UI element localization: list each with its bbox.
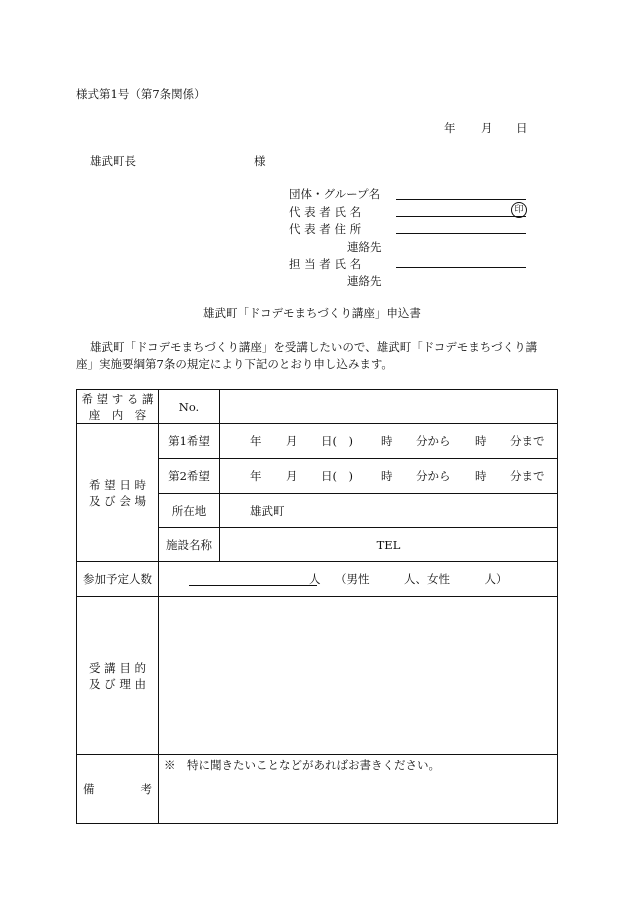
attendees-label-cell <box>77 562 159 597</box>
course-no-cell <box>159 390 220 424</box>
pref2-year: 年 <box>250 469 262 483</box>
remarks-label: 備 考 <box>83 782 152 796</box>
remarks-label-cell <box>77 755 159 824</box>
pref2-day: 日( ) <box>321 469 353 483</box>
rep-contact-label: 連絡先 <box>347 240 382 254</box>
honorific: 様 <box>254 154 266 168</box>
location-label-cell <box>159 494 220 528</box>
course-label-line2: 座 内 容 <box>88 407 147 422</box>
course-label-cell <box>77 390 159 424</box>
date-month-label: 月 <box>481 121 493 135</box>
facility-label: 施設名称 <box>166 537 212 552</box>
pref2-from: 分から <box>416 469 451 483</box>
schedule-label-line2: 及 び 会 場 <box>89 493 146 508</box>
date-day-label: 日 <box>516 121 528 135</box>
pref1-hour2: 時 <box>475 434 487 448</box>
attendees-unit: 人 <box>309 572 321 586</box>
facility-field[interactable] <box>220 528 558 562</box>
rep-name-label: 代 表 者 氏 名 <box>289 205 362 219</box>
group-name-label: 団体・グループ名 <box>289 187 381 201</box>
pref1-hour: 時 <box>381 434 393 448</box>
rep-name-field[interactable] <box>396 216 526 217</box>
pref1-day: 日( ) <box>321 434 353 448</box>
purpose-label-line2: 及 び 理 由 <box>89 676 146 691</box>
pref1-month: 月 <box>286 434 298 448</box>
facility-label-cell <box>159 528 220 562</box>
purpose-field[interactable] <box>159 597 558 755</box>
pref2-until: 分まで <box>510 469 545 483</box>
course-label-line1: 希 望 す る 講 <box>81 391 154 406</box>
date-year-label: 年 <box>444 121 456 135</box>
facility-tel-label: TEL <box>376 537 401 552</box>
rep-address-field[interactable] <box>396 233 526 234</box>
attendees-field[interactable] <box>159 562 558 597</box>
rep-address-label: 代 表 者 住 所 <box>289 222 362 236</box>
pref2-hour2: 時 <box>475 469 487 483</box>
course-content-field[interactable] <box>220 390 558 424</box>
pref1-year: 年 <box>250 434 262 448</box>
schedule-label-line1: 希 望 日 時 <box>89 477 146 492</box>
pref1-from: 分から <box>416 434 451 448</box>
purpose-label-cell <box>77 597 159 755</box>
addressee: 雄武町長 <box>90 154 136 168</box>
remarks-field[interactable] <box>159 755 558 824</box>
location-value: 雄武町 <box>250 503 285 518</box>
remarks-note: ※ 特に聞きたいことなどがあればお書きください。 <box>164 758 440 772</box>
pref2-label-cell <box>159 459 220 494</box>
body-line-1: 雄武町「ドコデモまちづくり講座」を受講したいので、雄武町「ドコデモまちづくり講 <box>90 340 538 354</box>
pref1-label-cell <box>159 424 220 459</box>
document-title: 雄武町「ドコデモまちづくり講座」申込書 <box>203 306 421 320</box>
contact-person-label: 担 当 者 氏 名 <box>289 257 362 271</box>
pref2-datetime-field[interactable] <box>220 459 558 494</box>
schedule-label-cell <box>77 424 159 562</box>
group-name-field[interactable] <box>396 199 526 200</box>
location-field[interactable] <box>220 494 558 528</box>
pref1-datetime-field[interactable] <box>220 424 558 459</box>
seal-stamp-icon: 印 <box>511 202 527 218</box>
form-number: 様式第1号（第7条関係） <box>76 87 206 101</box>
attendees-count-line[interactable] <box>189 571 317 586</box>
course-no-label: No. <box>178 399 200 414</box>
body-line-2: 座」実施要綱第7条の規定により下記のとおり申し込みます。 <box>76 357 393 371</box>
pref1-label: 第1希望 <box>168 434 210 448</box>
attendees-breakdown: （男性 人、女性 人） <box>335 572 508 586</box>
contact-person-contact-label: 連絡先 <box>347 274 382 288</box>
location-label: 所在地 <box>171 503 207 518</box>
contact-person-field[interactable] <box>396 267 526 268</box>
attendees-label: 参加予定人数 <box>83 572 152 586</box>
pref2-label: 第2希望 <box>168 469 210 483</box>
pref1-until: 分まで <box>510 434 545 448</box>
purpose-label-line1: 受 講 目 的 <box>89 660 146 675</box>
application-table <box>76 389 558 824</box>
pref2-hour: 時 <box>381 469 393 483</box>
pref2-month: 月 <box>286 469 298 483</box>
